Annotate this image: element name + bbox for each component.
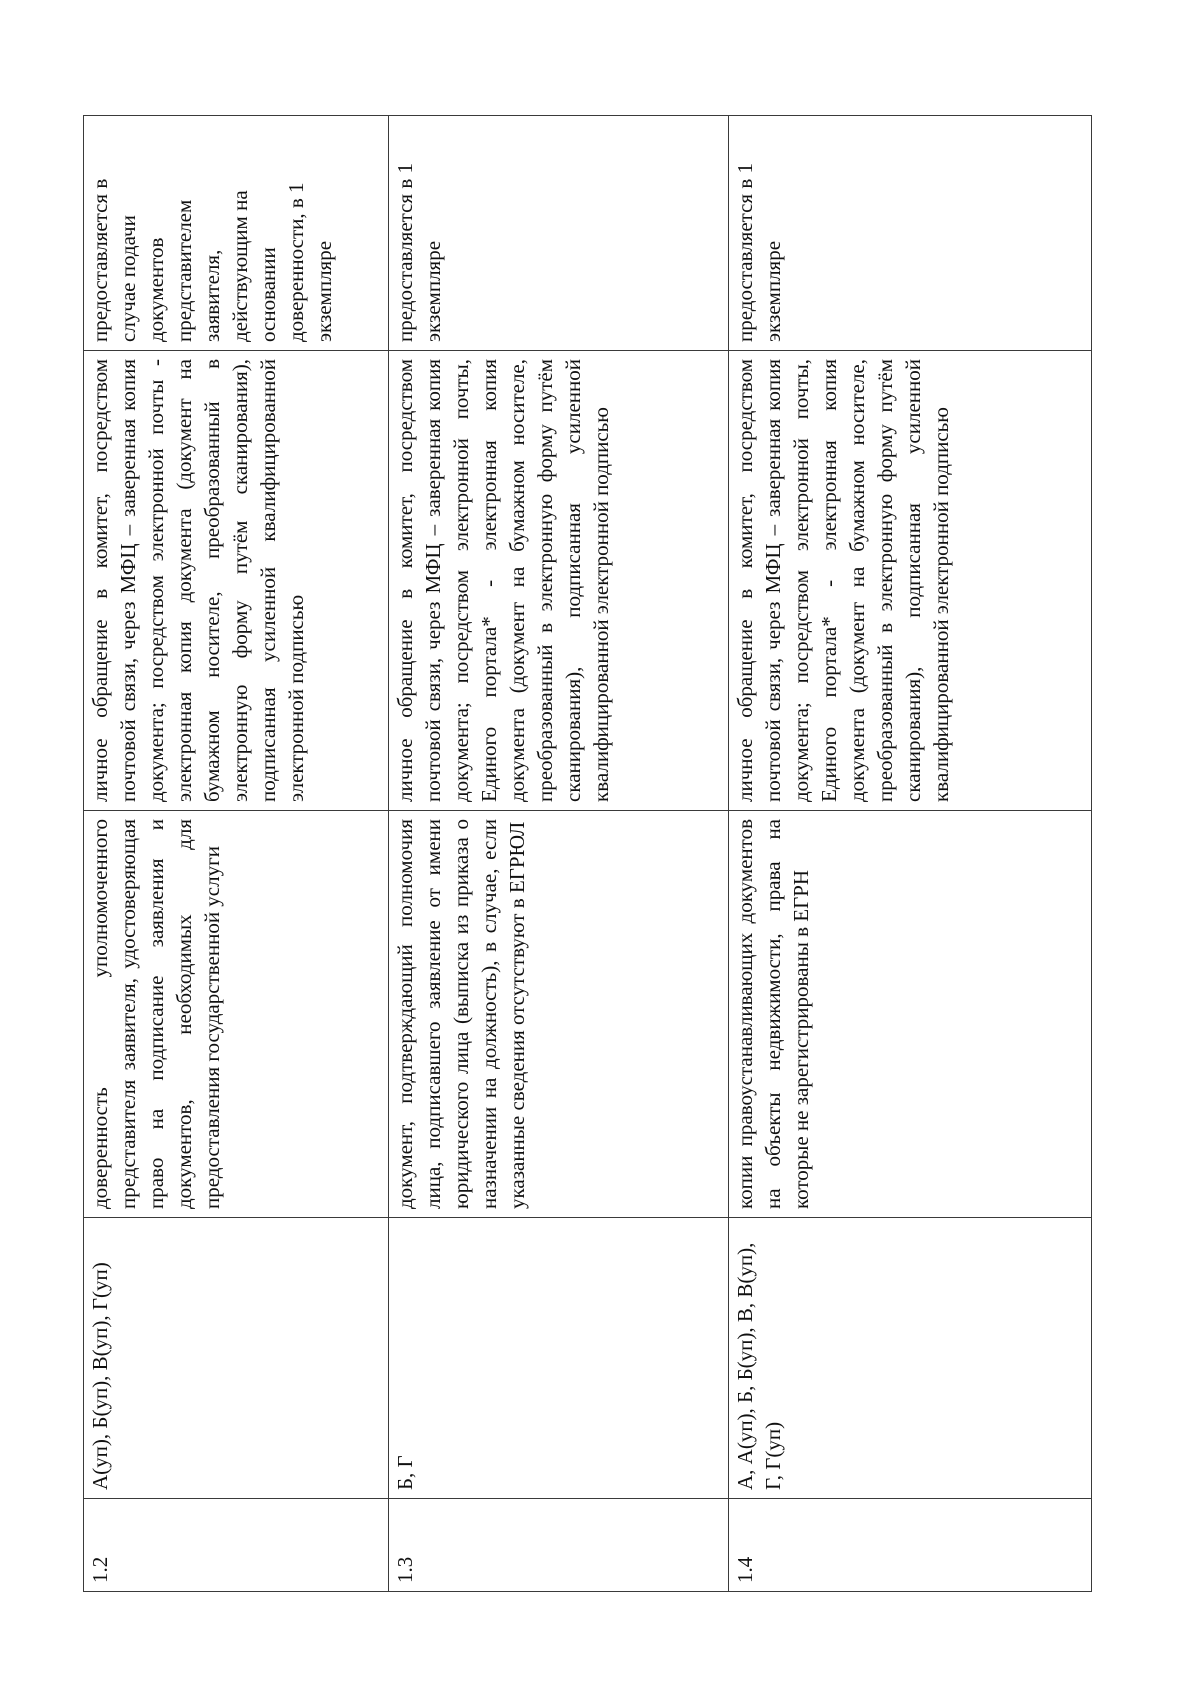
document-name: доверенность уполномоченного представителя заявителя, удостоверяющая право на подписание заявления и документов, необходимых для предоставления государственной услуги — [84, 811, 389, 1218]
document-name: копии правоустанавливающих документов на объекты недвижимости, права на которые не зарегистрированы в ЕГРН — [729, 811, 1092, 1218]
rotated-page — [83, 116, 1091, 1592]
row-number: 1.4 — [729, 1499, 1092, 1592]
applicant-categories: А(уп), Б(уп), В(уп), Г(уп) — [84, 1218, 389, 1499]
documents-table — [83, 115, 1092, 1592]
submission-note: предоставляется в случае подачи документов представителем заявителя, действующим на основании доверенности, в 1 экземпляре — [84, 116, 389, 351]
submission-method: личное обращение в комитет, посредством почтовой связи, через МФЦ – заверенная копия документа; посредством электронной почты, Единого портала* - электронная копия документа (документ на бумажном носителе, преобразованный в электронную форму путём сканирования), подписанная усиленной квалифицированной электронной подписью — [389, 351, 729, 811]
row-number: 1.3 — [389, 1499, 729, 1592]
submission-method: личное обращение в комитет, посредством почтовой связи, через МФЦ – заверенная копия документа; посредством электронной почты - электронная копия документа (документ на бумажном носителе, преобразованный в электронную форму путём сканирования), подписанная усиленной квалифицированной электронной подписью — [84, 351, 389, 811]
table-row — [84, 116, 389, 1592]
table-row — [389, 116, 729, 1592]
submission-note: предоставляется в 1 экземпляре — [729, 116, 1092, 351]
submission-method: личное обращение в комитет, посредством почтовой связи, через МФЦ – заверенная копия документа; посредством электронной почты, Единого портала* - электронная копия документа (документ на бумажном носителе, преобразованный в электронную форму путём сканирования), подписанная усиленной квалифицированной электронной подписью — [729, 351, 1092, 811]
submission-note: предоставляется в 1 экземпляре — [389, 116, 729, 351]
applicant-categories: Б, Г — [389, 1218, 729, 1499]
row-number: 1.2 — [84, 1499, 389, 1592]
table-row — [729, 116, 1092, 1592]
document-name: документ, подтверждающий полномочия лица, подписавшего заявление от имени юридического лица (выписка из приказа о назначении на должность), в случае, если указанные сведения отсутствуют в ЕГРЮЛ — [389, 811, 729, 1218]
applicant-categories: А, А(уп), Б, Б(уп), В, В(уп), Г, Г(уп) — [729, 1218, 1092, 1499]
